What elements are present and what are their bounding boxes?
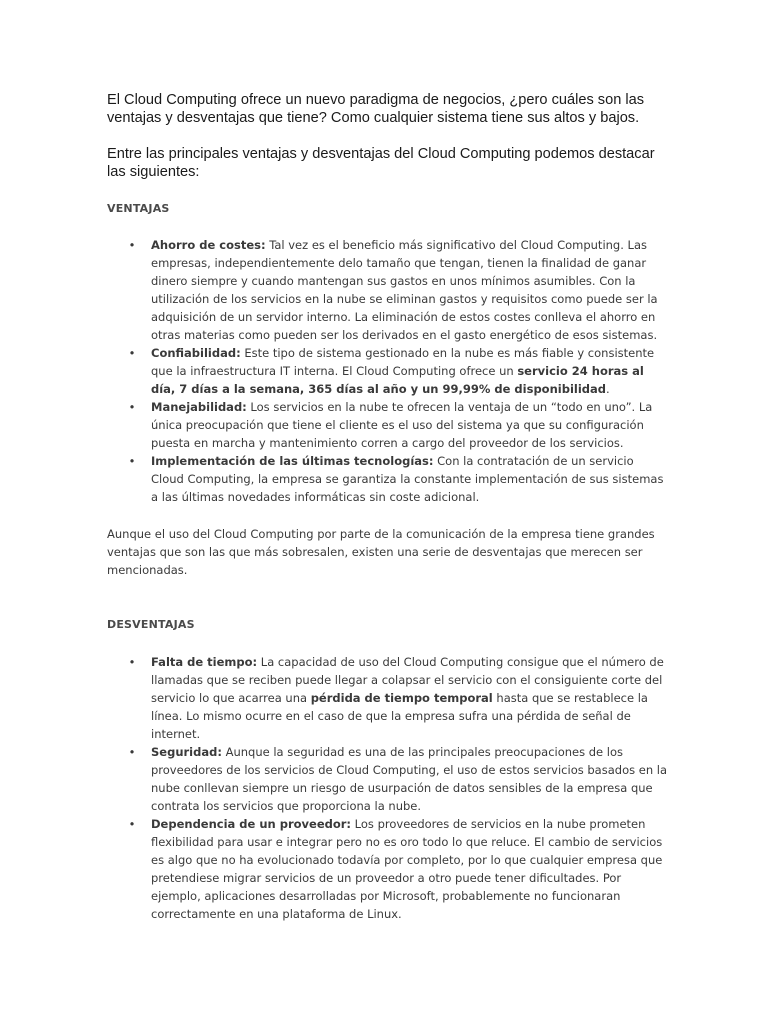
list-item <box>127 398 667 452</box>
item-label: Ahorro de costes: <box>151 238 266 252</box>
list-item <box>127 743 667 815</box>
item-label: Seguridad: <box>151 745 222 759</box>
bullet-icon: • <box>128 346 136 360</box>
item-label: Manejabilidad: <box>151 400 247 414</box>
item-text: La capacidad de uso del Cloud Computing consigue que el número de llamadas que se reciben puede llegar a colapsar el servicio con el consiguiente corte del servicio lo que acarrea una <box>151 655 664 705</box>
item-text: Los proveedores de servicios en la nube prometen flexibilidad para usar e integrar pero no es oro todo lo que reluce. El cambio de servicios es algo que no ha evolucionado todavía por completo, por lo que cualquier empresa que pretendiese migrar servicios de un proveedor a otro puede tener dificultades. Por ejemplo, aplicaciones desarrolladas por Microsoft, probablemente no funcionaran correctamente en una plataforma de Linux. <box>151 817 663 921</box>
desventajas-list <box>127 653 667 923</box>
bullet-icon: • <box>128 454 136 468</box>
list-item <box>127 344 667 398</box>
bullet-icon: • <box>128 745 136 759</box>
item-tail: hasta que se restablece la línea. Lo mismo ocurre en el caso de que la empresa sufra una pérdida de señal de internet. <box>151 691 648 741</box>
desventajas-heading: DESVENTAJAS <box>107 618 195 631</box>
ventajas-heading: VENTAJAS <box>107 202 170 215</box>
item-label: Falta de tiempo: <box>151 655 258 669</box>
item-text: Los servicios en la nube te ofrecen la ventaja de un “todo en uno”. La única preocupación que tiene el cliente es el uso del sistema ya que su configuración puesta en marcha y mantenimiento corren a cargo del proveedor de los servicios. <box>151 400 653 450</box>
bullet-icon: • <box>128 655 136 669</box>
item-tail: . <box>606 382 610 396</box>
item-text: Tal vez es el beneficio más significativo del Cloud Computing. Las empresas, independientemente delo tamaño que tengan, tienen la finalidad de ganar dinero siempre y cuando mantengan sus gastos en unos mínimos asumibles. Con la utilización de los servicios en la nube se eliminan gastos y requisitos como puede ser la adquisición de un servidor interno. La eliminación de estos costes conlleva el ahorro en otras materias como pueden ser los derivados en el gasto energético de esos sistemas. <box>151 238 658 342</box>
transition-paragraph: Aunque el uso del Cloud Computing por parte de la comunicación de la empresa tiene grandes ventajas que son las que más sobresalen, existen una serie de desventajas que merecen ser mencionadas. <box>107 527 655 577</box>
intro-paragraph: El Cloud Computing ofrece un nuevo paradigma de negocios, ¿pero cuáles son las ventajas y desventajas que tiene? Como cualquier sistema tiene sus altos y bajos. <box>107 92 645 126</box>
list-item <box>127 653 667 743</box>
item-text: Este tipo de sistema gestionado en la nube es más fiable y consistente que la infraestructura IT interna. El Cloud Computing ofrece un <box>151 346 655 378</box>
list-item <box>127 815 667 923</box>
bullet-icon: • <box>128 817 136 831</box>
bullet-icon: • <box>128 400 136 414</box>
list-item <box>127 452 667 506</box>
item-text: Con la contratación de un servicio Cloud Computing, la empresa se garantiza la constante implementación de sus sistemas a las últimas novedades informáticas sin coste adicional. <box>151 454 664 504</box>
intro-paragraph-2: Entre las principales ventajas y desventajas del Cloud Computing podemos destacar las siguientes: <box>107 146 655 180</box>
item-text: Aunque la seguridad es una de las principales preocupaciones de los proveedores de los servicios de Cloud Computing, el uso de estos servicios basados en la nube conllevan siempre un riesgo de usurpación de datos sensibles de la empresa que contrata los servicios que proporciona la nube. <box>151 745 668 813</box>
list-item <box>127 236 667 344</box>
item-label: Dependencia de un proveedor: <box>151 817 352 831</box>
bullet-icon: • <box>128 238 136 252</box>
ventajas-list <box>127 236 667 506</box>
item-bold-text: servicio 24 horas al día, 7 días a la semana, 365 días al año y un 99,99% de disponibilidad <box>151 364 644 396</box>
item-label: Implementación de las últimas tecnologías: <box>151 454 434 468</box>
item-bold-text: pérdida de tiempo temporal <box>310 691 493 705</box>
item-label: Confiabilidad: <box>151 346 241 360</box>
